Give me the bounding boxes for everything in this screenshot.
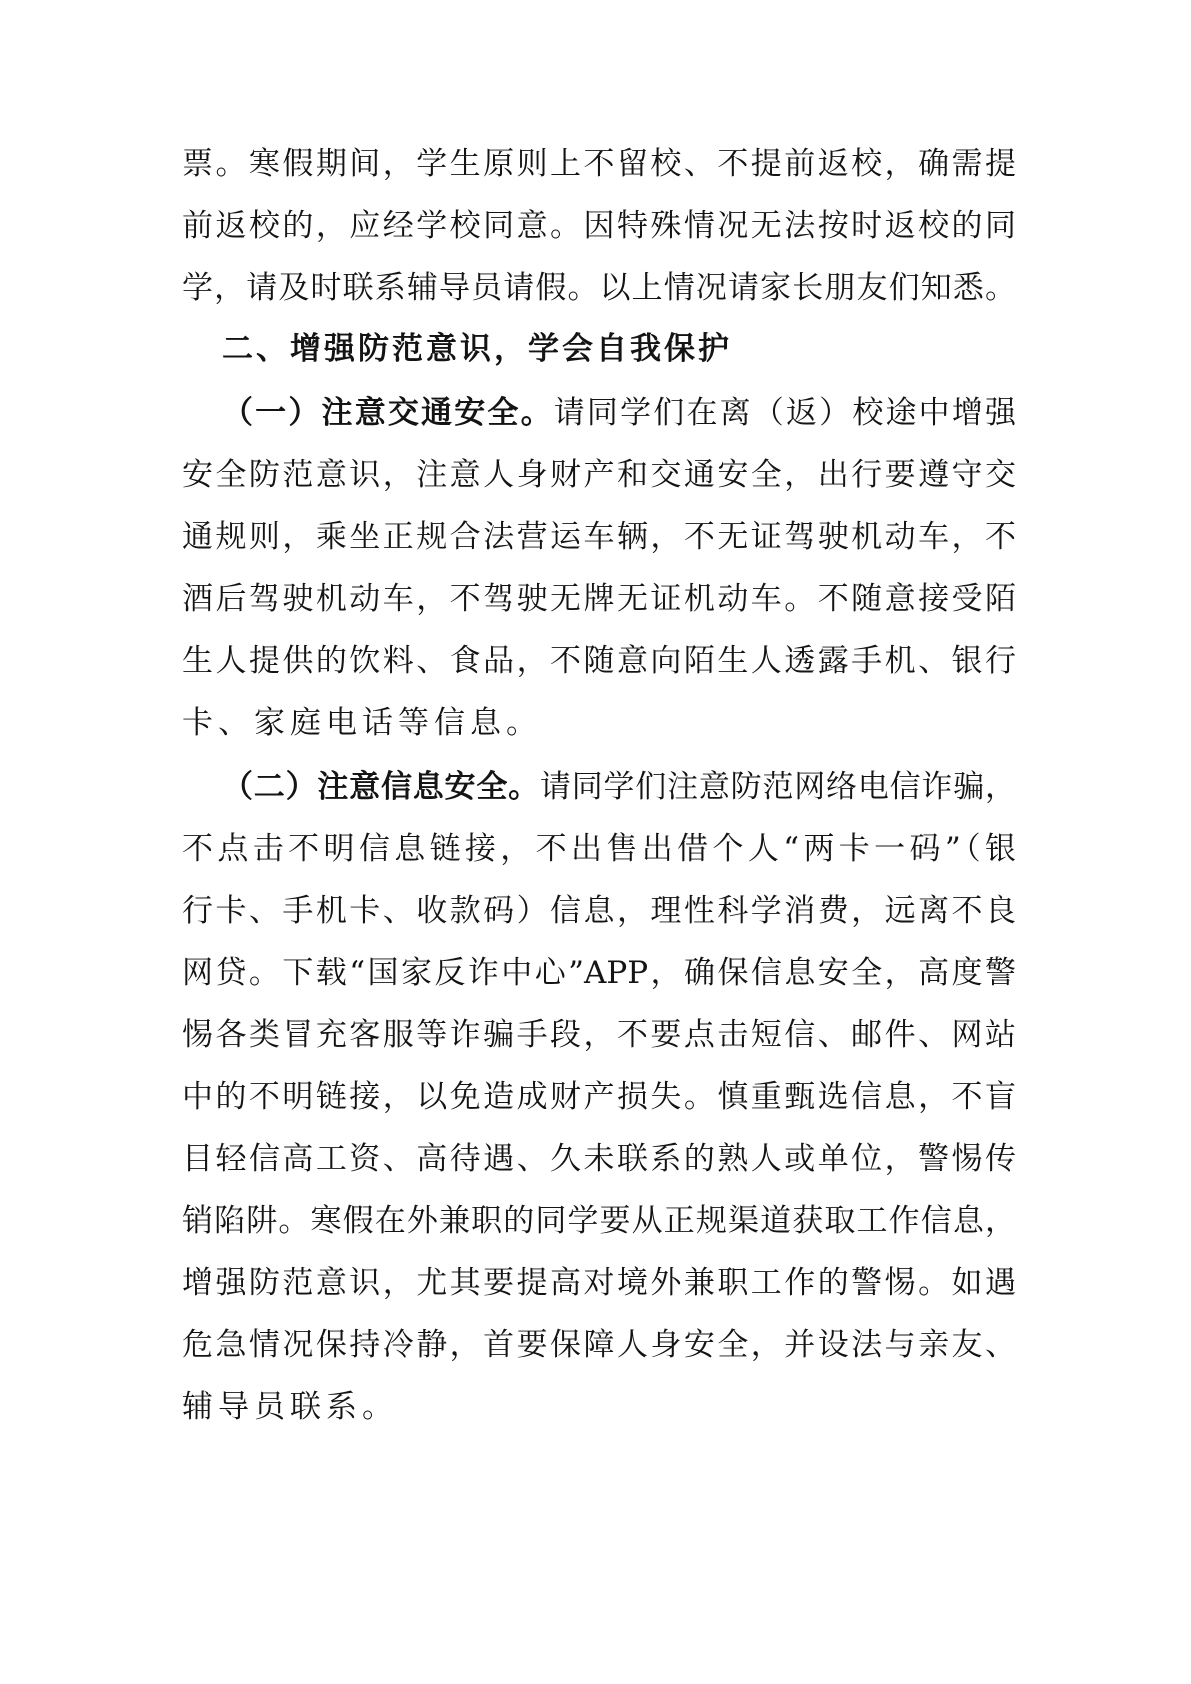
paragraph-line: 票。寒假期间，学生原则上不留校、不提前返校，确需提 — [182, 146, 1016, 182]
paragraph-line: 危急情况保持冷静，首要保障人身安全，并设法与亲友、 — [182, 1327, 1016, 1363]
paragraph-line: 销陷阱。寒假在外兼职的同学要从正规渠道获取工作信息， — [182, 1203, 1016, 1239]
paragraph-line — [222, 757, 1016, 817]
paragraph-line: 惕各类冒充客服等诈骗手段，不要点击短信、邮件、网站 — [182, 1017, 1016, 1053]
subsection-label-information: （二）注意信息安全。 — [222, 769, 540, 805]
paragraph-text: 请同学们在离（返）校途中增强 — [553, 395, 1017, 431]
paragraph-line: 增强防范意识，尤其要提高对境外兼职工作的警惕。如遇 — [182, 1265, 1016, 1301]
paragraph-line: 前返校的，应经学校同意。因特殊情况无法按时返校的同 — [182, 208, 1016, 244]
paragraph-text: 请同学们注意防范网络电信诈骗， — [539, 769, 1017, 805]
paragraph-line: 生人提供的饮料、食品，不随意向陌生人透露手机、银行 — [182, 643, 1016, 679]
paragraph-line: 辅导员联系。 — [182, 1389, 398, 1425]
paragraph-line: 通规则，乘坐正规合法营运车辆，不无证驾驶机动车，不 — [182, 519, 1016, 555]
paragraph-line: 学，请及时联系辅导员请假。以上情况请家长朋友们知悉。 — [182, 270, 1016, 306]
subsection-label-traffic: （一）注意交通安全。 — [222, 395, 554, 431]
paragraph-line — [222, 383, 1016, 443]
paragraph-line: 卡、家庭电话等信息。 — [182, 705, 542, 741]
paragraph-line: 网贷。下载“国家反诈中心”APP，确保信息安全，高度警 — [182, 955, 1016, 991]
paragraph-line: 安全防范意识，注意人身财产和交通安全，出行要遵守交 — [182, 457, 1016, 493]
paragraph-line: 不点击不明信息链接，不出售出借个人“两卡一码”（银 — [182, 831, 1016, 867]
paragraph-line: 酒后驾驶机动车，不驾驶无牌无证机动车。不随意接受陌 — [182, 581, 1016, 617]
paragraph-line: 中的不明链接，以免造成财产损失。慎重甄选信息，不盲 — [182, 1079, 1016, 1115]
paragraph-line: 行卡、手机卡、收款码）信息，理性科学消费，远离不良 — [182, 893, 1016, 929]
paragraph-line: 目轻信高工资、高待遇、久未联系的熟人或单位，警惕传 — [182, 1141, 1016, 1177]
section-heading: 二、增强防范意识，学会自我保护 — [222, 331, 732, 367]
